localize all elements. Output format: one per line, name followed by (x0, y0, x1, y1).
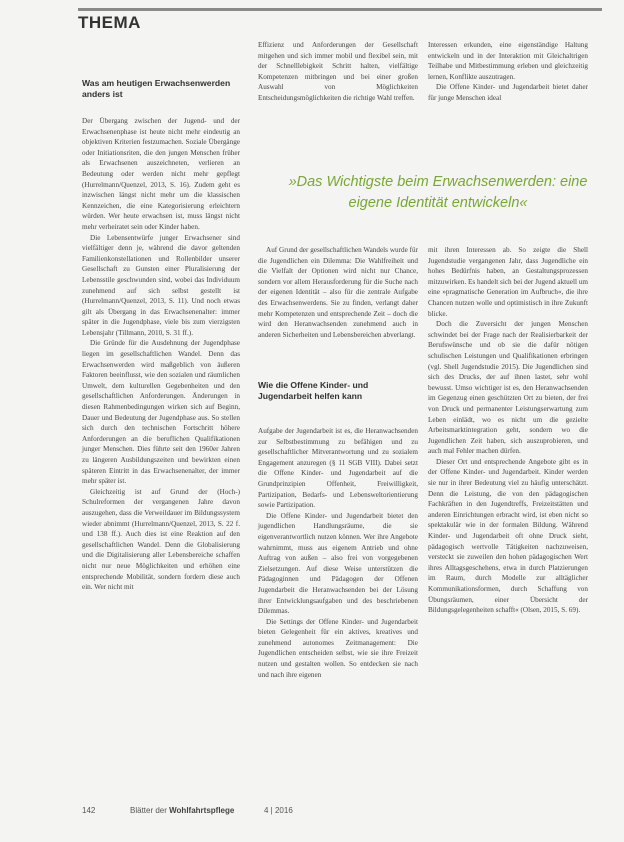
paragraph: Dieser Ort und entsprechende Angebote gibt es in der Offene Kinder- und Jugendarbeit. Kinder werden sie nur in ihrer Bedeutung viel zu häufig unterschätzt. Denn die Leistung, die von den pädagogischen Fachkräften in den Jugendtreffs, Freizeitstätten und anderen Einrichtungen erbracht wird, ist eben nicht so spektakulär wie in der formalen Bildung. Während Kinder- und Jugendarbeit oft ohne Druck sieht, pädagogisch wertvolle Tätigkeiten nachzuweisen, versteckt sie zuweilen den hohen pädagogischen Wert ihres Alltagsgeschehens, etwa in durch Platzierungen im Raum, durch Modelle zur alltäglicher Kommunikationsformen, durch Schaffung von Übungsräumen, einer Übersicht der Bildungsgelegenheiten schafft« (Olsen, 2015, S. 69). (428, 457, 588, 615)
section-label: THEMA (78, 13, 141, 32)
header-rule (78, 8, 602, 35)
paragraph: Auf Grund der gesellschaftlichen Wandels wurde für die Jugendlichen ein Dilemma: Die Wahlfreiheit und die Vielfalt der Optionen wird nicht nur Chance, sondern vor allem Herausforderung für die Suche nach der eigenen Identität – also für die zentrale Aufgabe des Erwachsenwerdens. Sie zu finden, verlangt daher mehr Kompetenzen und entsprechende Zeit – doch die wird den Heranwachsenden zunehmend auch in anderen Sicherheiten und Lebensbereichen abverlangt. (258, 246, 418, 339)
column-3-top (428, 40, 588, 104)
paragraph: Die Offene Kinder- und Jugendarbeit bietet daher für junge Menschen ideal (428, 83, 588, 102)
paragraph: Gleichzeitig ist auf Grund der (Hoch-) Schulreformen der vergangenen Jahre davon auszugehen, dass die Verweildauer im Bildungssystem wieder abnimmt (Hurrelmann/Quenzel, 2013, S. 22 f. und 138 ff.). Auch dies ist eine Reaktion auf den gesellschaftlichen Wandel. Denn die Globalisierung und die Digitalisierung aller Lebensbereiche schaffen nicht nur neue Möglichkeiten und erhöhen eine entsprechende Mobilität, sondern fordern diese auch ein. Wer nicht mit (82, 487, 240, 592)
column-3-bottom (428, 245, 588, 616)
paragraph: Interessen erkunden, eine eigenständige Haltung entwickeln und in der Interaktion mit Gleichaltrigen Teilhabe und Mitbestimmung erleben und gleichzeitig lernen, Konflikte auszutragen. (428, 41, 588, 81)
paragraph: Die Settings der Offene Kinder- und Jugendarbeit bieten Gelegenheit für ein aktives, kreatives und zunehmend autonomes Zeitmanagement: Die Jugendlichen entscheiden selbst, wie sie ihre Freizeit nutzen und gestalten wollen. So entdecken sie nach und nach ihre eigenen (258, 617, 418, 679)
paragraph: Effizienz und Anforderungen der Gesellschaft mitgehen und sich immer mobil und flexibel sein, mit der Schnelllebigkeit Schritt halten, vielfältige Kompetenzen mitbringen und bei einer großen Auswahl von Möglichkeiten Entscheidungsmöglichkeiten die richtige Wahl treffen. (258, 41, 418, 102)
magazine-bold: Wohlfahrtspflege (169, 806, 235, 815)
paragraph: mit ihren Interessen ab. So zeigte die Shell Jugendstudie vergangenen Jahr, dass Jugendliche ein hohes Bedürfnis haben, an Gestaltungsprozessen mitzuwirken. Es handelt sich bei der Jugend aktuell um eine »pragmatische Generation im Aufbruch«, die ihre Chancen nutzen wolle und optimistisch in ihre Zukunft blicke. (428, 246, 588, 318)
column-2-middle (258, 245, 418, 340)
heading-support: Wie die Offene Kinder- und Jugendarbeit helfen kann (258, 380, 369, 401)
paragraph: Die Gründe für die Ausdehnung der Jugendphase liegen im gesellschaftlichen Wandel. Denn das Erwachsenwerden wird maßgeblich von äußeren Faktoren beeinflusst, wie den sozialen und räumlichen Umwelt, dem kulturellen Gegebenheiten und den gesellschaftlichen Anforderungen. Änderungen in diesen Rahmenbedingungen wirken sich auf Beginn, Dauer und Bedeutung der Jugendphase aus. So stellen sich durch den technischen Fortschritt höhere Anforderungen an die beruflichen Qualifikationen junger Menschen. Dies führte seit den 1960er Jahren zu längeren Ausbildungszeiten und bewirkten einen späteren Eintritt in das Erwachsenenalter, der immer mehr später ist. (82, 339, 240, 486)
column-2-bottom (258, 426, 418, 680)
paragraph: Die Lebensentwürfe junger Erwachsener sind vielfältiger denn je, während die davor geltenden Familienkonstellationen und Rollenbilder unserer Gesellschaft zu Gunsten einer Pluralisierung der Lebensstile geschwunden sind, wobei das Individuum zunehmend auf sich selbst gestellt ist (Hurrelmann/Quenzel, 2013, S. 11). Und noch etwas gilt als Übergang in das Erwachsenenalter: immer später in die Jugendphase, viele bis zum vierzigsten Lebensjahr (Tillmann, 2010, S. 31 ff.). (82, 233, 240, 337)
paragraph: Aufgabe der Jugendarbeit ist es, die Heranwachsenden zur Selbstbestimmung zu befähigen und zu gesellschaftlicher Mitverantwortung und zu sozialem Engagement anzuregen (§ 11 SGB VIII). Dabei setzt die Offene Kinder- und Jugendarbeit auf die Grundprinzipien Offenheit, Freiwilligkeit, Partizipation, Bedarfs- und Lebensweltorientierung sowie Partizipation. (258, 427, 418, 510)
column-2-top (258, 40, 418, 104)
paragraph: Die Offene Kinder- und Jugendarbeit bietet den jugendlichen Handlungsräume, die sie eigenverantwortlich nutzen können. Wer ihre Angebote wahrnimmt, muss aus eigenem Antrieb und ohne Auftrag von außen – also frei von vorgegebenen Zielsetzungen. Auf diese Weise unterstützen die Pädagoginnen und Pädagogen der Offenen Jugendarbeit die Heranwachsenden bei der Lösung ihrer Entwicklungsaufgaben und des beschriebenen Dilemmas. (258, 511, 418, 616)
column-1 (82, 116, 240, 593)
paragraph: Der Übergang zwischen der Jugend- und der Erwachsenenphase ist heute nicht mehr eindeutig an objektiven Kriterien festzumachen. Soziale Übergänge oder Initiationsriten, die den jungen Menschen früher als Erwachsenen auszeichneten, verlieren an Bedeutung oder werden nicht mehr gepflegt (Hurrelmann/Quenzel, 2013, S. 16). Zudem geht es inzwischen längst nicht mehr um die klassischen Kennzeichen, die eine Kategorisierung erleichtern würden. Wer heute erwachsen ist, muss längst nicht mehr verheiratet sein oder Kinder haben. (82, 117, 240, 231)
pull-quote: »Das Wichtigste beim Erwachsenwerden: eine eigene Identität entwickeln« (288, 174, 588, 211)
heading-adults: Was am heutigen Erwachsenwerden anders ist (82, 78, 231, 99)
paragraph: Doch die Zuversicht der jungen Menschen schwindet bei der Frage nach der Realisierbarkeit der Berufswünsche und ob sie die dafür nötigen schulischen Leistungen und Qualifikationen erbringen (vgl. Shell Jugendstudie 2015). Die Jugendlichen sind sich des Drucks, der auf ihnen lastet, sehr wohl bewusst. Umso wichtiger ist es, den Heranwachsenden im Gegenzug einen geschützten Ort zu bieten, der frei von Druck und permanenter Leistungserwartung zum Leben einlädt, wo es nicht um die gezielte Arbeitsmarktintegration geht, sondern wo die Jugendlichen Zeit haben, sich auszuprobieren, und auch mal Fehler machen dürfen. (428, 320, 588, 456)
page-number: 142 (82, 806, 96, 815)
magazine-prefix: Blätter der (130, 806, 170, 815)
magazine-name (130, 806, 234, 815)
issue-number: 4 | 2016 (264, 806, 293, 815)
